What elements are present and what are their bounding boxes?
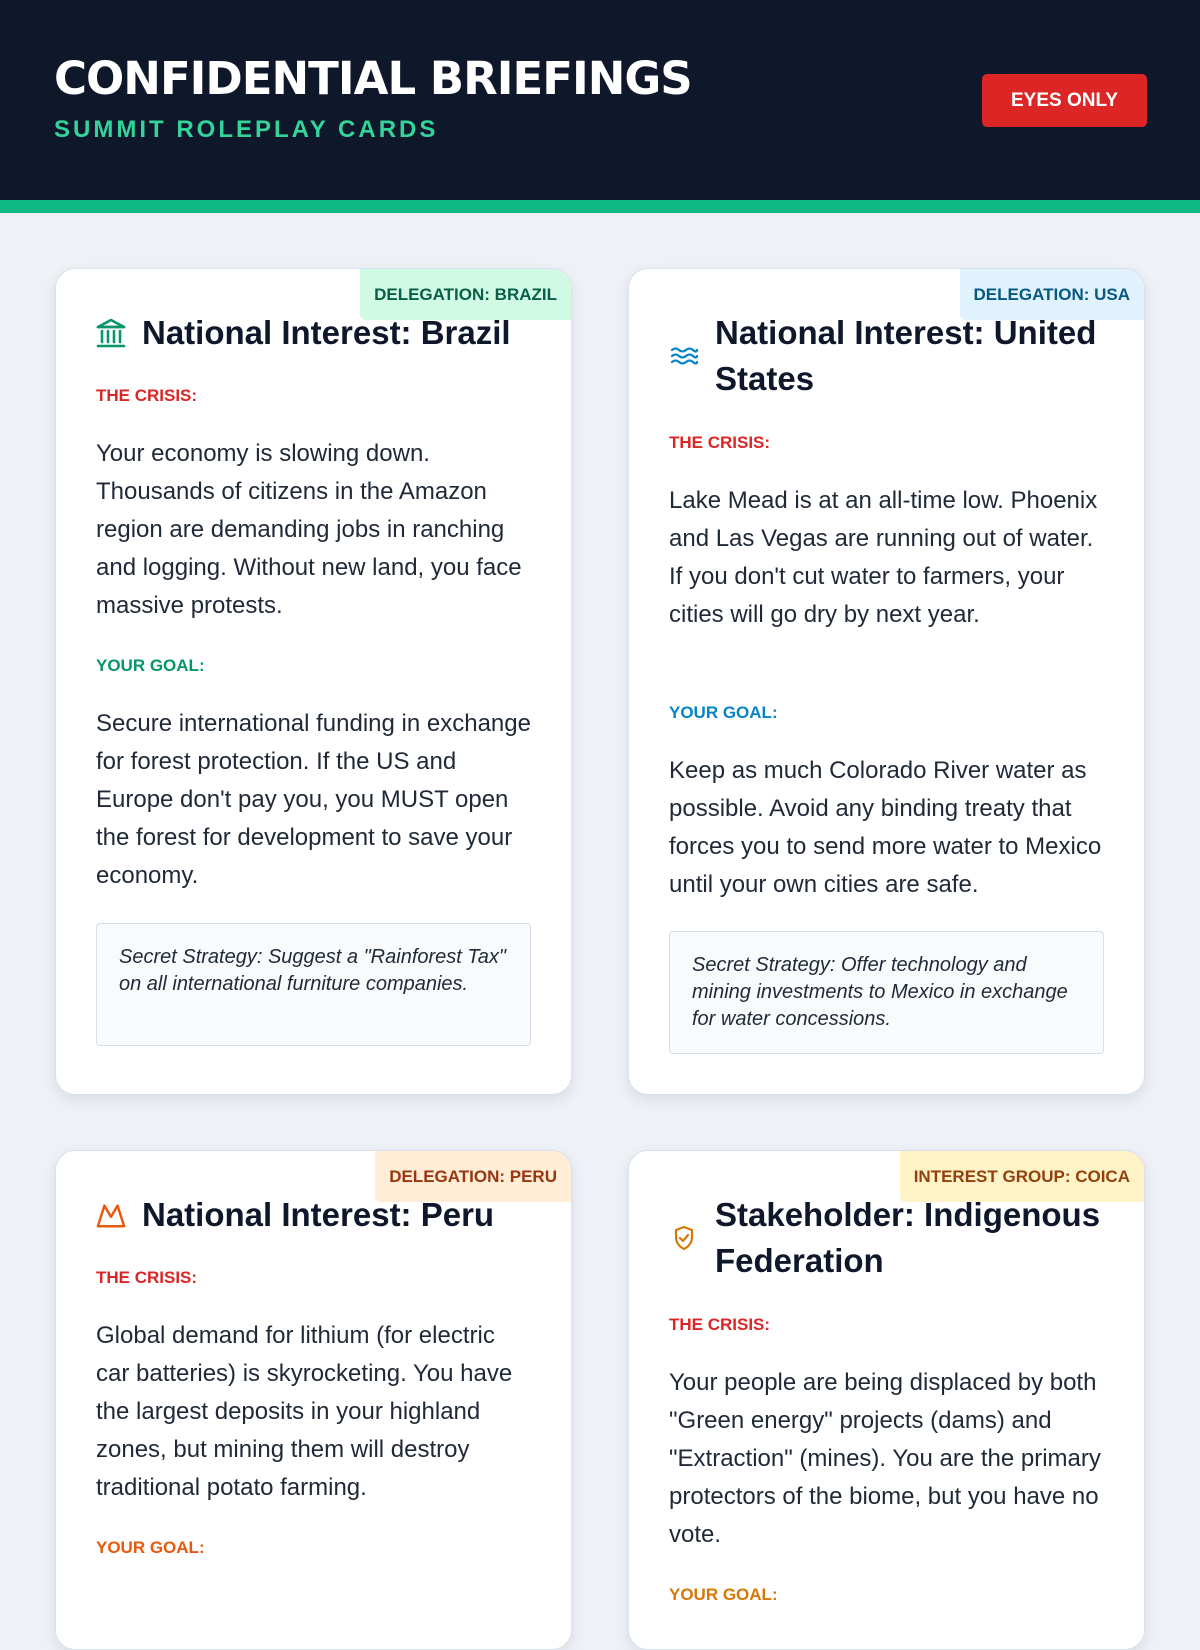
secret-strategy: Secret Strategy: Suggest a "Rainforest Tax" on all international furniture companies. bbox=[96, 923, 531, 1046]
crisis-text: Lake Mead is at an all-time low. Phoenix and Las Vegas are running out of water. If you don't cut water to farmers, your cities will go dry by next year. bbox=[669, 487, 1098, 628]
card-header bbox=[96, 310, 531, 356]
goal-text: Secure international funding in exchange for forest protection. If the US and Europe don't pay you, you MUST open the forest for development to save your economy. bbox=[96, 710, 531, 889]
goal-label: YOUR GOAL: bbox=[96, 656, 205, 675]
briefing-card-coica bbox=[628, 1150, 1145, 1650]
eyes-only-badge: EYES ONLY bbox=[982, 74, 1147, 127]
interest-group-badge: INTEREST GROUP: COICA bbox=[900, 1151, 1144, 1202]
goal-label: YOUR GOAL: bbox=[669, 703, 778, 722]
crisis-label: THE CRISIS: bbox=[669, 1315, 771, 1334]
briefing-card-peru bbox=[55, 1150, 572, 1650]
crisis-text: Your people are being displaced by both "Green energy" projects (dams) and "Extraction" (mines). You are the primary protectors of the biome, but you have no vote. bbox=[669, 1369, 1101, 1548]
mountain-icon bbox=[96, 1198, 126, 1232]
delegation-badge: DELEGATION: PERU bbox=[375, 1151, 571, 1202]
crisis-text: Your economy is slowing down. Thousands of citizens in the Amazon region are demanding jobs in ranching and logging. Without new land, you face massive protests. bbox=[96, 440, 522, 619]
water-waves-icon bbox=[669, 339, 699, 373]
crisis-label: THE CRISIS: bbox=[96, 1268, 198, 1287]
crisis-label: THE CRISIS: bbox=[669, 433, 771, 452]
card-title: National Interest: Brazil bbox=[142, 314, 511, 351]
card-header bbox=[669, 310, 1104, 402]
page-title: CONFIDENTIAL BRIEFINGS bbox=[54, 52, 692, 105]
page-subtitle: SUMMIT ROLEPLAY CARDS bbox=[54, 116, 439, 143]
crisis-text: Global demand for lithium (for electric car batteries) is skyrocketing. You have the largest deposits in your highland zones, but mining them will destroy traditional potato farming. bbox=[96, 1322, 513, 1501]
card-title: Stakeholder: Indigenous Federation bbox=[715, 1196, 1101, 1279]
goal-label: YOUR GOAL: bbox=[669, 1585, 778, 1604]
secret-strategy: Secret Strategy: Offer technology and mining investments to Mexico in exchange for water concessions. bbox=[669, 931, 1104, 1054]
crisis-label: THE CRISIS: bbox=[96, 386, 198, 405]
goal-label: YOUR GOAL: bbox=[96, 1538, 205, 1557]
card-title: National Interest: Peru bbox=[142, 1196, 495, 1233]
briefing-card-usa bbox=[628, 268, 1145, 1095]
card-header bbox=[669, 1192, 1104, 1284]
bank-icon bbox=[96, 316, 126, 350]
page-header bbox=[0, 0, 1200, 213]
delegation-badge: DELEGATION: USA bbox=[960, 269, 1144, 320]
briefing-card-brazil bbox=[55, 268, 572, 1095]
delegation-badge: DELEGATION: BRAZIL bbox=[360, 269, 571, 320]
goal-text: Keep as much Colorado River water as possible. Avoid any binding treaty that forces you to send more water to Mexico until your own cities are safe. bbox=[669, 757, 1102, 898]
card-header bbox=[96, 1192, 531, 1238]
shield-check-icon bbox=[669, 1221, 699, 1255]
card-title: National Interest: United States bbox=[715, 314, 1097, 397]
